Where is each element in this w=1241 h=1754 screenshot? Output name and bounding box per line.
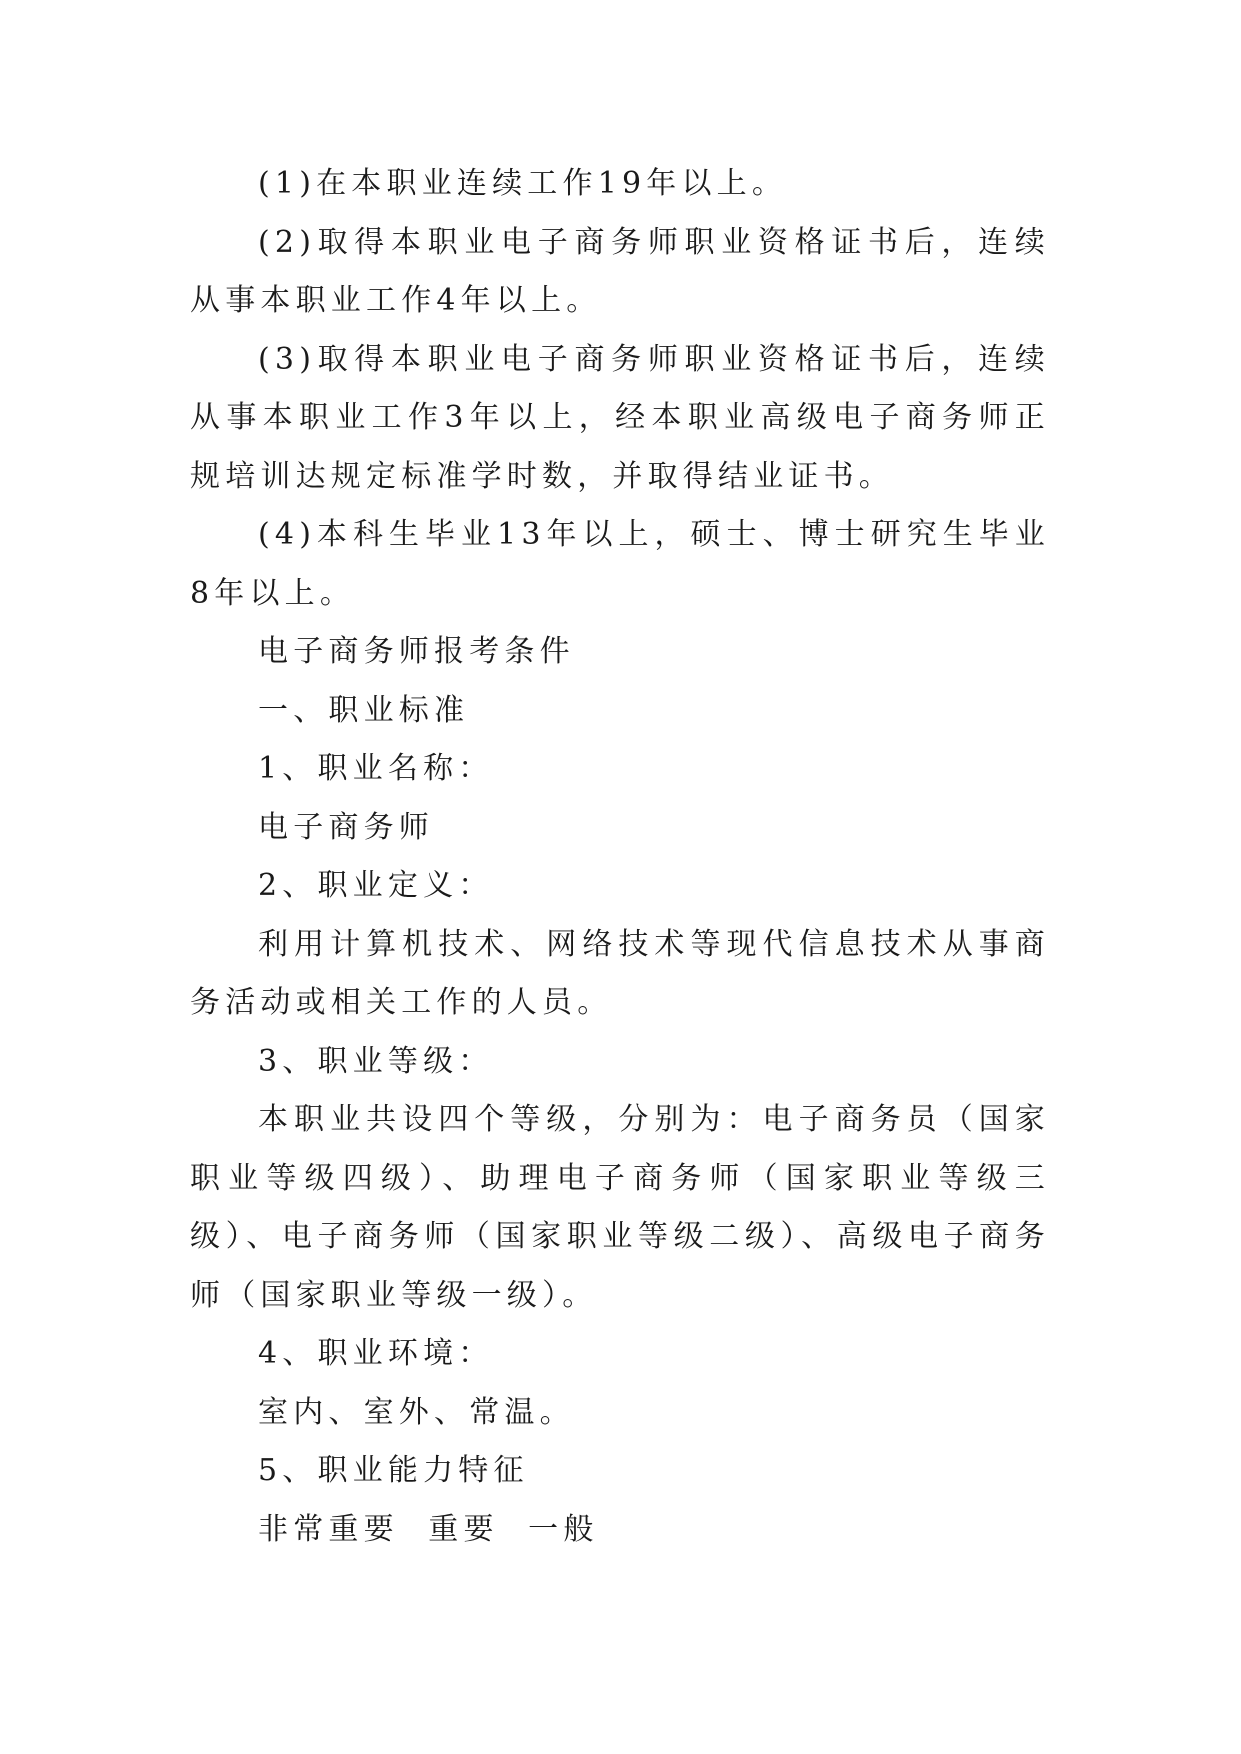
requirement-4: (4)本科生毕业13年以上，硕士、博士研究生毕业8年以上。 — [190, 517, 1050, 611]
section-heading-occupational-standard: 一、职业标准 — [258, 692, 470, 728]
occupation-environment-value: 室内、室外、常温。 — [258, 1394, 575, 1430]
occupation-definition-value: 利用计算机技术、网络技术等现代信息技术从事商务活动或相关工作的人员。 — [190, 926, 1050, 1020]
occupation-definition-label: 2、职业定义： — [258, 868, 494, 903]
requirement-2: (2)取得本职业电子商务师职业资格证书后，连续从事本职业工作4年以上。 — [190, 224, 1050, 318]
ability-characteristics-label: 5、职业能力特征 — [258, 1453, 529, 1488]
occupation-name-label: 1、职业名称： — [258, 751, 494, 786]
occupation-environment-label: 4、职业环境： — [258, 1336, 494, 1371]
occupation-levels-label: 3、职业等级： — [258, 1043, 494, 1079]
document-body — [190, 155, 1050, 1559]
occupation-levels-value: 本职业共设四个等级，分别为：电子商务员（国家职业等级四级）、助理电子商务师（国家职业等级三级）、电子商务师（国家职业等级二级）、高级电子商务师（国家职业等级一级）。 — [190, 1102, 1050, 1313]
ability-characteristics-value: 非常重要 重要 一般 — [258, 1511, 599, 1547]
occupation-name-value: 电子商务师 — [258, 809, 434, 845]
requirement-1: (1)在本职业连续工作19年以上。 — [258, 166, 788, 201]
section-title: 电子商务师报考条件 — [258, 634, 575, 669]
requirement-3: (3)取得本职业电子商务师职业资格证书后，连续从事本职业工作3年以上，经本职业高级电子商务师正规培训达规定标准学时数，并取得结业证书。 — [190, 341, 1050, 494]
